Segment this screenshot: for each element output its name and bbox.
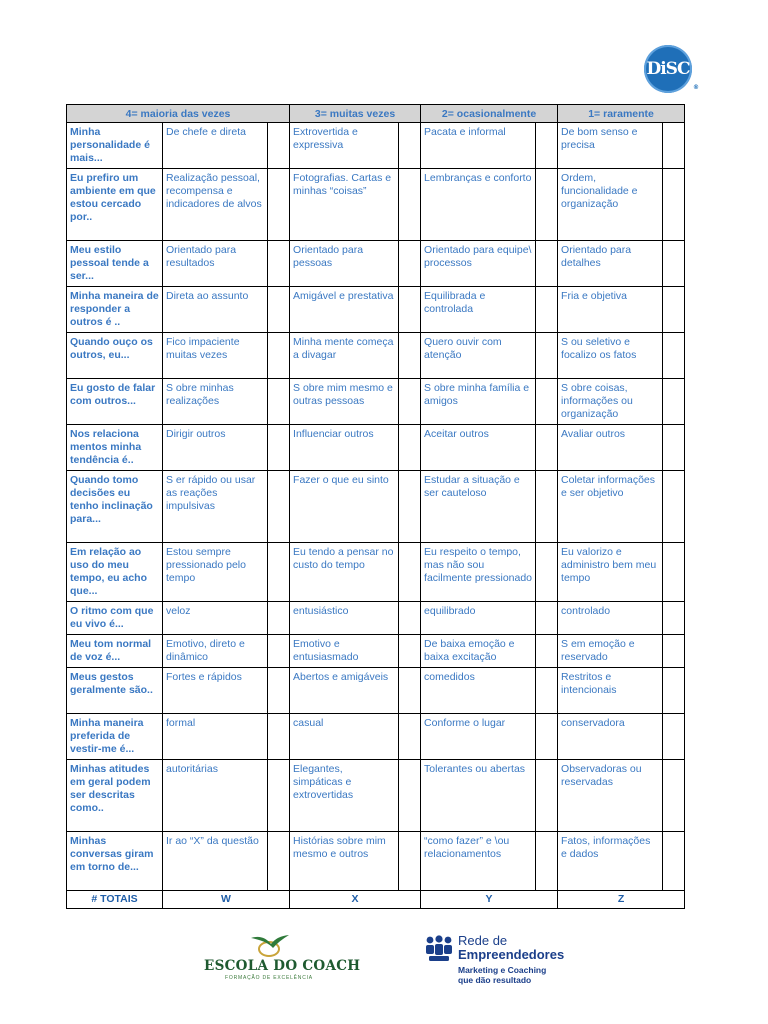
score-entry-box[interactable] — [536, 287, 558, 333]
question-prompt: Em relação ao uso do meu tempo, eu acho que... — [67, 543, 163, 602]
question-row — [67, 123, 685, 169]
scale-header-2: 2= ocasionalmente — [421, 105, 558, 123]
question-row — [67, 241, 685, 287]
score-entry-box[interactable] — [268, 543, 290, 602]
score-entry-box[interactable] — [536, 635, 558, 668]
answer-option-3: S obre mim mesmo e outras pessoas — [290, 379, 399, 425]
question-row — [67, 425, 685, 471]
answer-option-3: Histórias sobre mim mesmo e outros — [290, 832, 399, 891]
question-row — [67, 543, 685, 602]
question-row — [67, 832, 685, 891]
answer-option-4: Direta ao assunto — [163, 287, 268, 333]
score-entry-box[interactable] — [536, 241, 558, 287]
score-entry-box[interactable] — [399, 379, 421, 425]
answer-option-1: Restritos e intencionais — [558, 668, 663, 714]
score-entry-box[interactable] — [663, 241, 685, 287]
score-entry-box[interactable] — [663, 169, 685, 241]
answer-option-4: S er rápido ou usar as reações impulsivas — [163, 471, 268, 543]
score-entry-box[interactable] — [399, 123, 421, 169]
answer-option-2: Orientado para equipe\ processos — [421, 241, 536, 287]
score-entry-box[interactable] — [536, 123, 558, 169]
answer-option-3: Eu tendo a pensar no custo do tempo — [290, 543, 399, 602]
coach-tagline: FORMAÇÃO DE EXCELÊNCIA — [225, 975, 313, 981]
score-entry-box[interactable] — [536, 760, 558, 832]
answer-option-4: Dirigir outros — [163, 425, 268, 471]
score-entry-box[interactable] — [268, 169, 290, 241]
score-entry-box[interactable] — [268, 635, 290, 668]
question-row — [67, 668, 685, 714]
question-prompt: Eu prefiro um ambiente em que estou cercado por.. — [67, 169, 163, 241]
answer-option-2: Eu respeito o tempo, mas não sou facilmente pressionado — [421, 543, 536, 602]
escola-do-coach-logo — [204, 932, 361, 984]
answer-option-2: Estudar a situação e ser cauteloso — [421, 471, 536, 543]
rede-empreendedores-logo — [424, 932, 594, 984]
question-prompt: Meu tom normal de voz é... — [67, 635, 163, 668]
score-entry-box[interactable] — [399, 760, 421, 832]
answer-option-1: conservadora — [558, 714, 663, 760]
score-entry-box[interactable] — [536, 333, 558, 379]
score-entry-box[interactable] — [268, 471, 290, 543]
score-entry-box[interactable] — [663, 379, 685, 425]
question-prompt: Minhas atitudes em geral podem ser descritas como.. — [67, 760, 163, 832]
coach-school-name: ESCOLA DO COACH — [204, 958, 361, 974]
answer-option-4: autoritárias — [163, 760, 268, 832]
people-network-icon — [424, 935, 454, 963]
score-entry-box[interactable] — [399, 241, 421, 287]
answer-option-4: Realização pessoal, recompensa e indicadores de alvos — [163, 169, 268, 241]
question-row — [67, 635, 685, 668]
score-entry-box[interactable] — [399, 471, 421, 543]
answer-option-1: Eu valorizo e administro bem meu tempo — [558, 543, 663, 602]
question-prompt: Meu estilo pessoal tende a ser... — [67, 241, 163, 287]
answer-option-1: Coletar informações e ser objetivo — [558, 471, 663, 543]
answer-option-2: S obre minha família e amigos — [421, 379, 536, 425]
score-entry-box[interactable] — [663, 123, 685, 169]
question-row — [67, 287, 685, 333]
question-row — [67, 602, 685, 635]
registered-mark: ® — [693, 84, 698, 91]
score-entry-box[interactable] — [268, 123, 290, 169]
answer-option-4: Estou sempre pressionado pelo tempo — [163, 543, 268, 602]
score-entry-box[interactable] — [663, 471, 685, 543]
score-entry-box[interactable] — [663, 287, 685, 333]
scale-header-1: 1= raramente — [558, 105, 685, 123]
score-entry-box[interactable] — [663, 635, 685, 668]
answer-option-2: Quero ouvir com atenção — [421, 333, 536, 379]
score-entry-box[interactable] — [536, 543, 558, 602]
answer-option-1: De bom senso e precisa — [558, 123, 663, 169]
question-prompt: O ritmo com que eu vivo é... — [67, 602, 163, 635]
scale-header-3: 3= muitas vezes — [290, 105, 421, 123]
score-entry-box[interactable] — [399, 668, 421, 714]
total-w: W — [163, 891, 290, 909]
bird-emblem-icon — [247, 932, 291, 958]
score-entry-box[interactable] — [663, 760, 685, 832]
score-entry-box[interactable] — [663, 668, 685, 714]
answer-option-4: formal — [163, 714, 268, 760]
rede-subtitle-line2: que dão resultado — [458, 975, 532, 985]
answer-option-3: Orientado para pessoas — [290, 241, 399, 287]
score-entry-box[interactable] — [268, 287, 290, 333]
answer-option-1: S obre coisas, informações ou organização — [558, 379, 663, 425]
score-entry-box[interactable] — [536, 714, 558, 760]
answer-option-4: De chefe e direta — [163, 123, 268, 169]
scale-header-4: 4= maioria das vezes — [67, 105, 290, 123]
answer-option-3: Fazer o que eu sinto — [290, 471, 399, 543]
score-entry-box[interactable] — [399, 543, 421, 602]
total-x: X — [290, 891, 421, 909]
answer-option-4: S obre minhas realizações — [163, 379, 268, 425]
score-entry-box[interactable] — [536, 602, 558, 635]
score-entry-box[interactable] — [268, 425, 290, 471]
answer-option-2: Aceitar outros — [421, 425, 536, 471]
answer-option-3: Abertos e amigáveis — [290, 668, 399, 714]
score-entry-box[interactable] — [268, 832, 290, 891]
score-entry-box[interactable] — [399, 169, 421, 241]
score-entry-box[interactable] — [663, 832, 685, 891]
answer-option-3: Elegantes, simpáticas e extrovertidas — [290, 760, 399, 832]
answer-option-3: Emotivo e entusiasmado — [290, 635, 399, 668]
answer-option-1: Avaliar outros — [558, 425, 663, 471]
score-entry-box[interactable] — [399, 333, 421, 379]
score-entry-box[interactable] — [399, 635, 421, 668]
answer-option-2: Equilibrada e controlada — [421, 287, 536, 333]
answer-option-3: Fotografias. Cartas e minhas “coisas” — [290, 169, 399, 241]
answer-option-4: Fico impaciente muitas vezes — [163, 333, 268, 379]
answer-option-2: equilibrado — [421, 602, 536, 635]
question-row — [67, 714, 685, 760]
answer-option-1: Observadoras ou reservadas — [558, 760, 663, 832]
question-prompt: Quando ouço os outros, eu... — [67, 333, 163, 379]
score-entry-box[interactable] — [399, 602, 421, 635]
answer-option-3: entusiástico — [290, 602, 399, 635]
score-entry-box[interactable] — [536, 169, 558, 241]
score-entry-box[interactable] — [268, 333, 290, 379]
rede-subtitle — [458, 965, 546, 985]
rede-title-line2: Empreendedores — [458, 947, 565, 962]
answer-option-4: Fortes e rápidos — [163, 668, 268, 714]
score-entry-box[interactable] — [268, 602, 290, 635]
disc-logo-text: DiSC — [646, 59, 690, 79]
answer-option-4: Orientado para resultados — [163, 241, 268, 287]
score-entry-box[interactable] — [536, 832, 558, 891]
answer-option-1: Fatos, informações e dados — [558, 832, 663, 891]
question-prompt: Meus gestos geralmente são.. — [67, 668, 163, 714]
question-row — [67, 471, 685, 543]
score-entry-box[interactable] — [268, 241, 290, 287]
answer-option-2: Conforme o lugar — [421, 714, 536, 760]
question-row — [67, 379, 685, 425]
score-entry-box[interactable] — [536, 668, 558, 714]
answer-option-3: casual — [290, 714, 399, 760]
question-prompt: Quando tomo decisões eu tenho inclinação para... — [67, 471, 163, 543]
answer-option-1: controlado — [558, 602, 663, 635]
answer-option-2: “como fazer” e \ou relacionamentos — [421, 832, 536, 891]
question-row — [67, 760, 685, 832]
rede-title — [458, 934, 564, 962]
total-z: Z — [558, 891, 685, 909]
answer-option-1: Ordem, funcionalidade e organização — [558, 169, 663, 241]
answer-option-2: Lembranças e conforto — [421, 169, 536, 241]
answer-option-3: Extrovertida e expressiva — [290, 123, 399, 169]
question-prompt: Minhas conversas giram em torno de... — [67, 832, 163, 891]
question-prompt: Minha maneira de responder a outros é .. — [67, 287, 163, 333]
scale-header-row — [67, 105, 685, 123]
score-entry-box[interactable] — [536, 379, 558, 425]
score-entry-box[interactable] — [399, 832, 421, 891]
score-entry-box[interactable] — [663, 425, 685, 471]
answer-option-1: Orientado para detalhes — [558, 241, 663, 287]
totals-label: # TOTAIS — [67, 891, 163, 909]
answer-option-1: S ou seletivo e focalizo os fatos — [558, 333, 663, 379]
score-entry-box[interactable] — [536, 471, 558, 543]
score-entry-box[interactable] — [399, 714, 421, 760]
question-prompt: Eu gosto de falar com outros... — [67, 379, 163, 425]
question-prompt: Minha personalidade é mais... — [67, 123, 163, 169]
totals-row — [67, 891, 685, 909]
score-entry-box[interactable] — [399, 425, 421, 471]
answer-option-2: De baixa emoção e baixa excitação — [421, 635, 536, 668]
disc-logo — [644, 45, 698, 93]
question-row — [67, 169, 685, 241]
answer-option-3: Influenciar outros — [290, 425, 399, 471]
score-entry-box[interactable] — [663, 714, 685, 760]
answer-option-2: Pacata e informal — [421, 123, 536, 169]
question-prompt: Nos relaciona mentos minha tendência é.. — [67, 425, 163, 471]
disc-questionnaire-table — [66, 104, 685, 909]
answer-option-4: Ir ao “X” da questão — [163, 832, 268, 891]
total-y: Y — [421, 891, 558, 909]
answer-option-4: Emotivo, direto e dinâmico — [163, 635, 268, 668]
answer-option-4: veloz — [163, 602, 268, 635]
question-prompt: Minha maneira preferida de vestir-me é... — [67, 714, 163, 760]
score-entry-box[interactable] — [399, 287, 421, 333]
rede-title-line1: Rede de — [458, 933, 508, 948]
answer-option-1: S em emoção e reservado — [558, 635, 663, 668]
answer-option-2: comedidos — [421, 668, 536, 714]
score-entry-box[interactable] — [268, 714, 290, 760]
score-entry-box[interactable] — [536, 425, 558, 471]
answer-option-3: Amigável e prestativa — [290, 287, 399, 333]
rede-subtitle-line1: Marketing e Coaching — [458, 965, 547, 975]
score-entry-box[interactable] — [268, 668, 290, 714]
score-entry-box[interactable] — [663, 543, 685, 602]
question-row — [67, 333, 685, 379]
answer-option-3: Minha mente começa a divagar — [290, 333, 399, 379]
score-entry-box[interactable] — [663, 602, 685, 635]
score-entry-box[interactable] — [268, 379, 290, 425]
answer-option-1: Fria e objetiva — [558, 287, 663, 333]
score-entry-box[interactable] — [663, 333, 685, 379]
score-entry-box[interactable] — [268, 760, 290, 832]
answer-option-2: Tolerantes ou abertas — [421, 760, 536, 832]
